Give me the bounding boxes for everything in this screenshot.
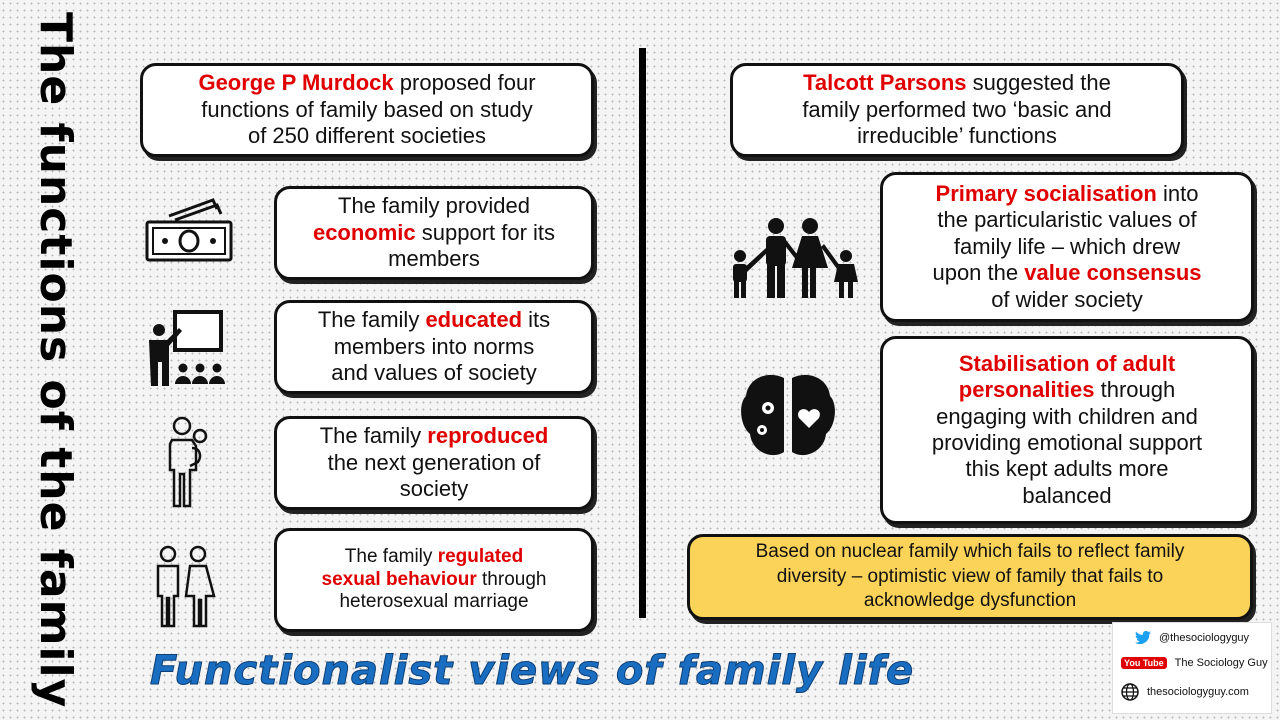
parent-child-icon — [160, 414, 212, 510]
youtube-icon[interactable]: You Tube — [1121, 657, 1167, 669]
brain-icon — [738, 368, 838, 464]
website-link[interactable]: thesociologyguy.com — [1147, 686, 1249, 698]
critique-box: Based on nuclear family which fails to reflect family diversity – optimistic view of family that fails to acknowledge dysfunction — [687, 534, 1253, 620]
youtube-channel[interactable]: The Sociology Guy — [1174, 657, 1268, 669]
economic-function-box: The family provided economic support for its members — [274, 186, 594, 280]
parsons-intro-box: Talcott Parsons suggested the family performed two ‘basic and irreducible’ functions — [730, 63, 1184, 157]
twitter-handle[interactable]: @thesociologyguy — [1159, 631, 1250, 644]
bottom-title: Functionalist views of family life — [150, 648, 915, 694]
murdock-intro-box: George P Murdock proposed four functions of family based on study of 250 different societies — [140, 63, 594, 157]
sexual-function-box: The family regulated sexual behaviour through heterosexual marriage — [274, 528, 594, 632]
educational-function-box: The family educated its members into norms and values of society — [274, 300, 594, 394]
side-title: The functions of the family — [30, 11, 81, 709]
twitter-icon[interactable] — [1135, 631, 1151, 644]
parsons-name: Talcott Parsons — [803, 70, 967, 96]
divider — [639, 48, 646, 618]
stabilisation-box: Stabilisation of adult personalities through engaging with children and providing emotional support this kept adults more balanced — [880, 336, 1254, 524]
teacher-icon — [145, 308, 235, 388]
murdock-name: George P Murdock — [198, 70, 394, 96]
money-icon — [143, 198, 235, 266]
reproductive-function-box: The family reproduced the next generation of society — [274, 416, 594, 510]
family-icon — [724, 218, 864, 300]
couple-icon — [148, 544, 218, 628]
globe-icon[interactable] — [1121, 683, 1139, 701]
social-panel — [1112, 622, 1272, 714]
primary-socialisation-box: Primary socialisation into the particularistic values of family life – which drew upon the value consensus of wider society — [880, 172, 1254, 322]
